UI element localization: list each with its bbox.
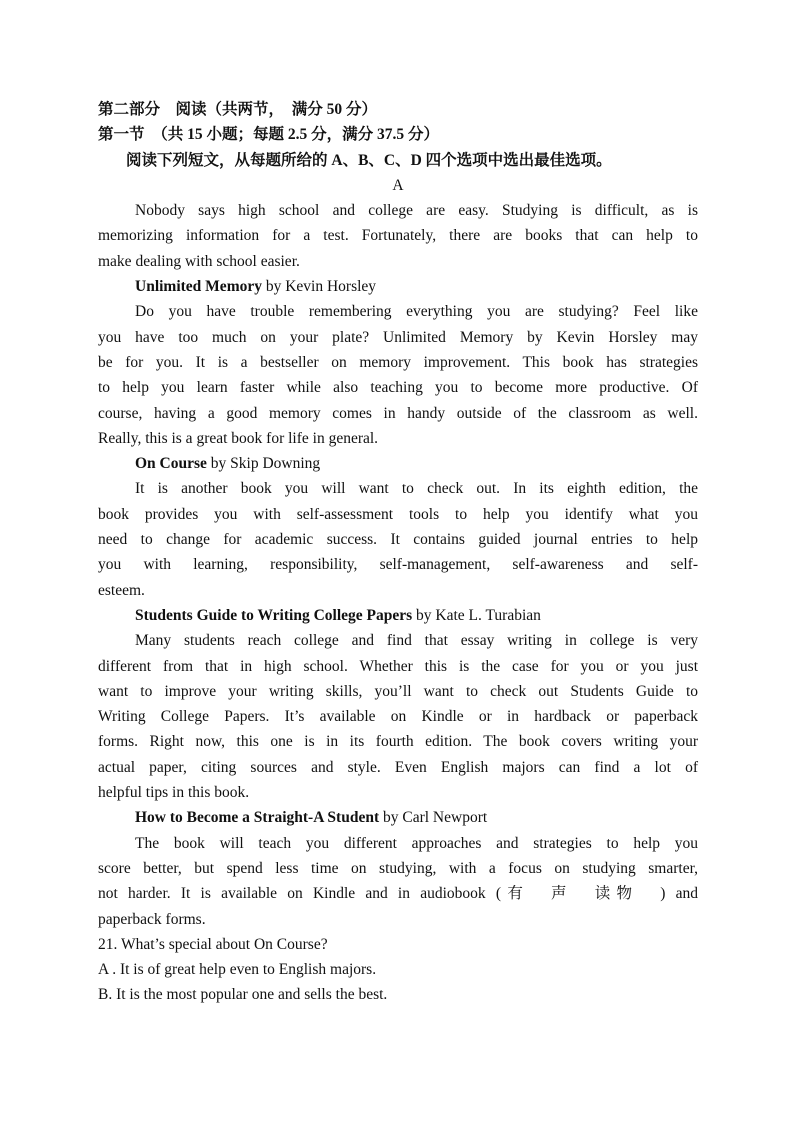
paragraph-line: The book will teach you different approaches and strategies to help you bbox=[135, 834, 698, 852]
question-stem: 21. What’s special about On Course? bbox=[98, 935, 328, 953]
book-title-line bbox=[98, 805, 698, 830]
paragraph-line: memorizing information for a test. Fortunately, there are books that can help to bbox=[98, 227, 698, 245]
paragraph-line: Nobody says high school and college are easy. Studying is difficult, as is bbox=[135, 202, 698, 220]
paragraph-line: Do you have trouble remembering everything you are studying? Feel like bbox=[135, 303, 698, 321]
paragraph-line: be for you. It is a bestseller on memory improvement. This book has strategies bbox=[98, 353, 698, 371]
question-21 bbox=[98, 932, 698, 1008]
passage-label: A bbox=[392, 176, 404, 194]
paragraph-line: need to change for academic success. It contains guided journal entries to help bbox=[98, 531, 698, 549]
paragraph-line: want to improve your writing skills, you’ll want to check out Students Guide to bbox=[98, 682, 698, 700]
paragraph-line: actual paper, citing sources and style. Even English majors can find a lot of bbox=[98, 758, 698, 776]
intro-paragraph bbox=[98, 198, 698, 274]
option-b: B. It is the most popular one and sells the best. bbox=[98, 986, 388, 1004]
book-title: How to Become a Straight-A Student bbox=[135, 809, 380, 827]
book-author: by Kate L. Turabian bbox=[412, 606, 541, 624]
paragraph-line: Writing College Papers. It’s available on Kindle or in hardback or paperback bbox=[98, 708, 698, 726]
paragraph-line: Really, this is a great book for life in general. bbox=[98, 429, 379, 447]
paragraph-line: not harder. It is available on Kindle and in audiobook (有 声 读物 ) and bbox=[98, 885, 698, 903]
book-section-3 bbox=[98, 603, 698, 805]
paragraph-line: esteem. bbox=[98, 581, 145, 599]
paragraph-line: you with learning, responsibility, self-management, self-awareness and self- bbox=[98, 556, 698, 574]
book-title-line bbox=[98, 274, 698, 299]
book-section-1 bbox=[98, 274, 698, 451]
option-a: A . It is of great help even to English majors. bbox=[98, 961, 377, 979]
book-author: by Carl Newport bbox=[379, 809, 488, 827]
book-author: by Kevin Horsley bbox=[261, 278, 377, 296]
paragraph-line: to help you learn faster while also teaching you to become more productive. Of bbox=[98, 379, 698, 397]
document-content bbox=[98, 97, 698, 1008]
section-heading: 第一节 （共 15 小题；每题 2.5 分，满分 37.5 分） bbox=[98, 126, 440, 144]
part-heading: 第二部分 阅读（共两节， 满分 50 分） bbox=[98, 101, 378, 118]
book-title: On Course bbox=[135, 455, 207, 473]
paragraph-line: forms. Right now, this one is in its fourth edition. The book covers writing your bbox=[98, 733, 698, 751]
paragraph-line: different from that in high school. Whether this is the case for you or you just bbox=[98, 657, 698, 675]
instruction: 阅读下列短文，从每题所给的 A、B、C、D 四个选项中选出最佳选项。 bbox=[126, 151, 612, 169]
book-section-4 bbox=[98, 805, 698, 931]
book-author: by Skip Downing bbox=[206, 455, 321, 473]
paragraph-line: helpful tips in this book. bbox=[98, 784, 250, 802]
paragraph-line: course, having a good memory comes in handy outside of the classroom as well. bbox=[98, 404, 698, 422]
paragraph-line: make dealing with school easier. bbox=[98, 252, 300, 270]
paragraph-line: paperback forms. bbox=[98, 910, 206, 928]
paragraph-line: score better, but spend less time on studying, with a focus on studying smarter, bbox=[98, 859, 698, 877]
paragraph-line: It is another book you will want to check out. In its eighth edition, the bbox=[135, 480, 698, 498]
book-title: Students Guide to Writing College Papers bbox=[135, 606, 413, 624]
paragraph-line: Many students reach college and find that essay writing in college is very bbox=[135, 632, 698, 650]
paragraph-line: you have too much on your plate? Unlimited Memory by Kevin Horsley may bbox=[98, 328, 698, 346]
book-title: Unlimited Memory bbox=[135, 278, 262, 296]
book-title-line bbox=[98, 603, 698, 628]
book-section-2 bbox=[98, 451, 698, 603]
book-title-line bbox=[98, 451, 698, 476]
paragraph-line: book provides you with self-assessment tools to help you identify what you bbox=[98, 505, 698, 523]
